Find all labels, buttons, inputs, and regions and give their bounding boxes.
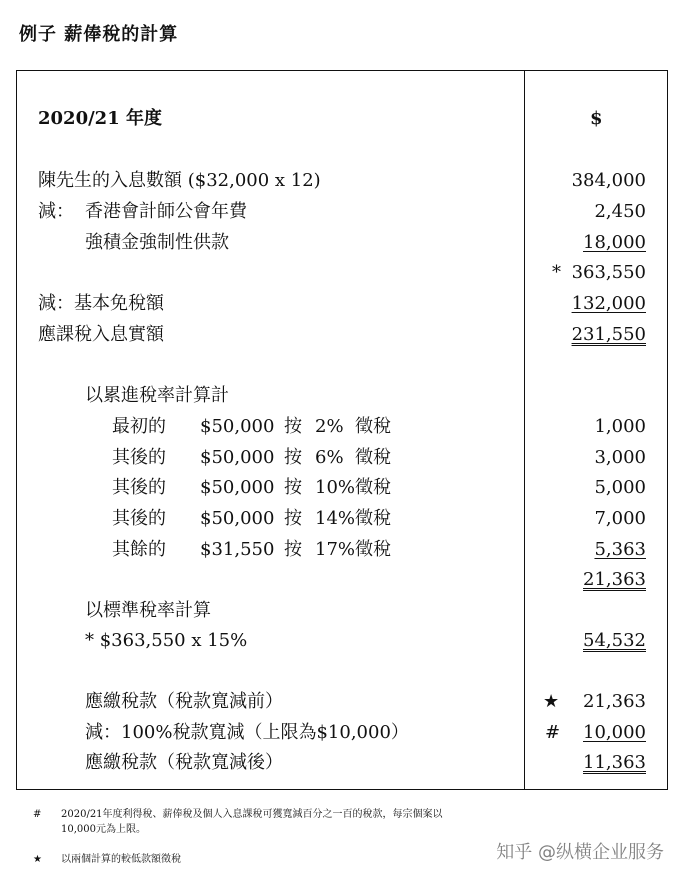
progressive-row-label: 其後的 [112,447,166,468]
progressive-row-value: 7,000 [594,508,646,529]
net-chargeable-income-label: 應課稅入息實額 [38,324,164,345]
page-title: 例子 薪俸稅的計算 [19,24,179,45]
mpf-contribution-value: 18,000 [583,232,646,253]
progressive-total-value: 21,363 [583,569,646,590]
professional-fee-label: 香港會計師公會年費 [85,201,247,222]
income-value: 384,000 [571,170,646,191]
progressive-row-value: 3,000 [594,447,646,468]
basic-allowance-label: 減：基本免稅額 [38,293,164,314]
hash-footnote-text-line1: 2020/21年度利得稅、薪俸稅及個人入息課稅可獲寬減百分之一百的稅款，每宗個案以 [61,809,443,820]
hash-footnote-marker: # [33,809,42,820]
progressive-row-amount: $31,550 [200,539,275,560]
progressive-row-tax: 徵稅 [355,447,391,468]
progressive-row-amount: $50,000 [200,447,275,468]
tax-payable-before-marker: ★ [543,691,560,712]
standard-rate-heading: 以標準稅率計算 [85,600,211,621]
progressive-row-value: 5,000 [594,477,646,498]
progressive-row-value: 5,363 [594,539,646,560]
progressive-row-value: 1,000 [594,416,646,437]
currency-heading: $ [590,108,603,129]
tax-payable-before-label: 應繳稅款（稅款寬減前） [85,691,283,712]
progressive-row-label: 其後的 [112,508,166,529]
star-footnote-text: 以兩個計算的較低款額徵稅 [61,854,181,865]
zhihu-watermark [490,838,664,864]
tax-reduction-value: 10,000 [583,722,646,743]
zhihu-logo-icon [490,857,491,858]
basic-allowance-value: 132,000 [571,293,646,314]
subtotal-marker: * [552,262,561,283]
progressive-row-by: 按 [284,447,302,468]
progressive-row-label: 其餘的 [112,539,166,560]
tax-payable-after-value: 11,363 [583,752,646,773]
progressive-row-by: 按 [284,539,302,560]
progressive-row-tax: 徵稅 [355,508,391,529]
progressive-row-label: 最初的 [112,416,166,437]
mpf-contribution-label: 強積金強制性供款 [85,232,229,253]
progressive-row-amount: $50,000 [200,508,275,529]
income-label: 陳先生的入息數額 ($32,000 x 12) [38,170,321,191]
progressive-row-amount: $50,000 [200,477,275,498]
tax-payable-before-value: 21,363 [583,691,646,712]
progressive-row-label: 其後的 [112,477,166,498]
progressive-row-by: 按 [284,508,302,529]
progressive-row-by: 按 [284,416,302,437]
tax-year-heading: 2020/21 年度 [38,108,162,129]
tax-reduction-marker: # [545,722,561,743]
progressive-row-rate: 14% [315,508,356,529]
professional-fee-value: 2,450 [594,201,646,222]
progressive-tax-heading: 以累進稅率計算計 [85,385,229,406]
progressive-row-amount: $50,000 [200,416,275,437]
standard-rate-value: 54,532 [583,630,646,651]
progressive-row-rate: 17% [315,539,356,560]
tax-reduction-label: 減：100%稅款寬減（上限為$10,000） [85,722,409,743]
progressive-row-by: 按 [284,477,302,498]
progressive-row-tax: 徵稅 [355,416,391,437]
tax-payable-after-label: 應繳稅款（稅款寬減後） [85,752,283,773]
progressive-row-tax: 徵稅 [355,477,391,498]
progressive-row-rate: 2% [315,416,344,437]
progressive-row-tax: 徵稅 [355,539,391,560]
zhihu-watermark-text: 知乎 @纵横企业服务 [496,842,664,863]
net-chargeable-income-value: 231,550 [571,324,646,345]
star-footnote-marker: ★ [33,854,42,865]
value-column-divider [524,70,525,790]
subtotal-value: 363,550 [571,262,646,283]
hash-footnote-text-line2: 10,000元為上限。 [61,824,146,835]
progressive-row-rate: 10% [315,477,356,498]
progressive-row-rate: 6% [315,447,344,468]
deduction-prefix: 減： [38,201,74,222]
standard-rate-formula: * $363,550 x 15% [85,630,248,651]
